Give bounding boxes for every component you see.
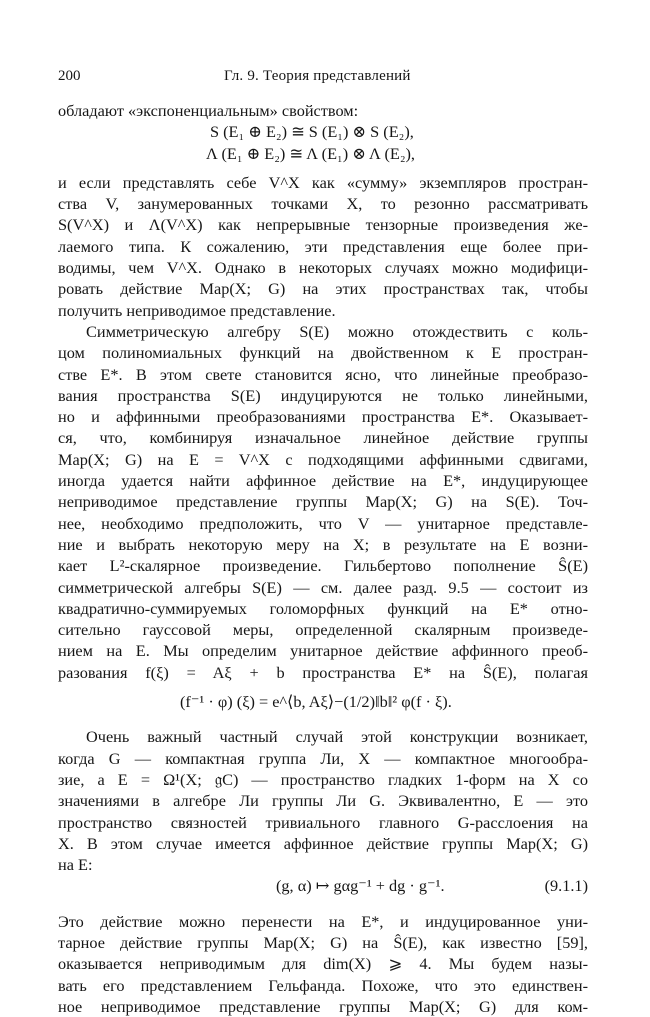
text-line: иногда удается найти аффинное действие на E*, индуцирующее	[58, 471, 588, 491]
text-line: S(V^X) и Λ(V^X) как непрерывные тензорные произведения же-	[58, 215, 588, 235]
text-line: симметрической алгебры S(E) — см. далее разд. 9.5 — состоит из	[58, 577, 588, 597]
text-line: разования f(ξ) = Aξ + b пространства E* на Ŝ(E), полагая	[58, 662, 588, 682]
page-number: 200	[58, 68, 81, 84]
text-line: водимы, чем V^X. Однако в некоторых случаях можно модифици-	[58, 258, 588, 278]
text-line: неприводимое представление группы Map(X; G) на S(E). Точ-	[58, 492, 588, 512]
running-title: Гл. 9. Теория представлений	[224, 68, 411, 84]
equation-number: (9.1.1)	[544, 876, 588, 896]
text-line: когда G — компактная группа Ли, X — компактное многообра-	[58, 748, 588, 768]
text-line: лаемого типа. К сожалению, эти представления еще более при-	[58, 236, 588, 256]
spacer	[58, 683, 588, 691]
formula-exterior: Λ (E₁ ⊕ E₂) ≅ Λ (E₁) ⊗ Λ (E₂),	[206, 143, 415, 163]
text-line: ное неприводимое представление группы Map(X; G) для ком-	[58, 996, 588, 1016]
text-line: вать его представлением Гельфанда. Похоже, что это единствен-	[58, 975, 588, 995]
text-line: квадратично-суммируемых голоморфных функций на E* отно-	[58, 598, 588, 618]
body-text	[58, 100, 588, 1017]
text-line: тарное действие группы Map(X; G) на Ŝ(E), как известно [59],	[58, 932, 588, 952]
text-line: ства V, занумерованных точками X, то резонно рассматривать	[58, 194, 588, 214]
text-line: пространство связностей тривиального главного G-расслоения на	[58, 812, 588, 832]
equation-body: (g, α) ↦ gαg⁻¹ + dg · g⁻¹.	[276, 876, 445, 896]
equation-9-1-1	[58, 875, 588, 896]
text-line: оказывается неприводимым для dim(X) ⩾ 4. Мы будем назы-	[58, 954, 588, 974]
formula-affine-action: (f⁻¹ · φ) (ξ) = e^⟨b, Aξ⟩−(1/2)‖b‖² φ(f · ξ).	[180, 692, 452, 712]
text-line: цом полиномиальных функций на двойственном к E простран-	[58, 343, 588, 363]
page-header	[58, 68, 588, 88]
text-line: ся, что, комбинируя изначальное линейное действие группы	[58, 428, 588, 448]
spacer	[58, 164, 588, 172]
text-line: на E:	[58, 855, 93, 875]
spacer	[58, 712, 588, 726]
text-line: зие, а E = Ω¹(X; 𝔤C) — пространство гладких 1-форм на X со	[58, 769, 588, 789]
paragraph-start: Симметрическую алгебру S(E) можно отождествить с коль-	[86, 321, 588, 341]
text-line: но и аффинными преобразованиями пространства E*. Оказывает-	[58, 407, 588, 427]
text-line: получить неприводимое представление.	[58, 300, 336, 320]
formula-symmetric: S (E₁ ⊕ E₂) ≅ S (E₁) ⊗ S (E₂),	[210, 122, 414, 142]
spacer	[58, 897, 588, 911]
text-line: Это действие можно перенести на E*, и индуцированное уни-	[58, 911, 588, 931]
text-line: X. В этом случае имеется аффинное действие группы Map(X; G)	[58, 833, 588, 853]
text-line: обладают «экспоненциальным» свойством:	[58, 101, 359, 120]
text-line: вания пространства S(E) индуцируются не только линейными,	[58, 385, 588, 405]
text-line: сительно гауссовой меры, определенной скалярным произведе-	[58, 620, 588, 640]
text-line: значениями в алгебре Ли группы Ли G. Эквивалентно, E — это	[58, 791, 588, 811]
text-line: стве E*. В этом свете становится ясно, что линейные преобразо-	[58, 364, 588, 384]
text-line: ровать действие Map(X; G) на этих пространствах так, чтобы	[58, 279, 588, 299]
text-line: нием на E. Мы определим унитарное действие аффинного преоб-	[58, 641, 588, 661]
paragraph-start: Очень важный частный случай этой конструкции возникает,	[86, 727, 588, 747]
text-line: ние и выбрать некоторую меру на X; в результате на E возни-	[58, 534, 588, 554]
text-line: нее, необходимо предположить, что V — унитарное представле-	[58, 513, 588, 533]
text-line: Map(X; G) на E = V^X с подходящими аффинными сдвигами,	[58, 449, 588, 469]
text-line: и если представлять себе V^X как «сумму» экземпляров простран-	[58, 172, 588, 192]
text-line: кает L²-скалярное произведение. Гильбертово пополнение Ŝ(E)	[58, 556, 588, 576]
